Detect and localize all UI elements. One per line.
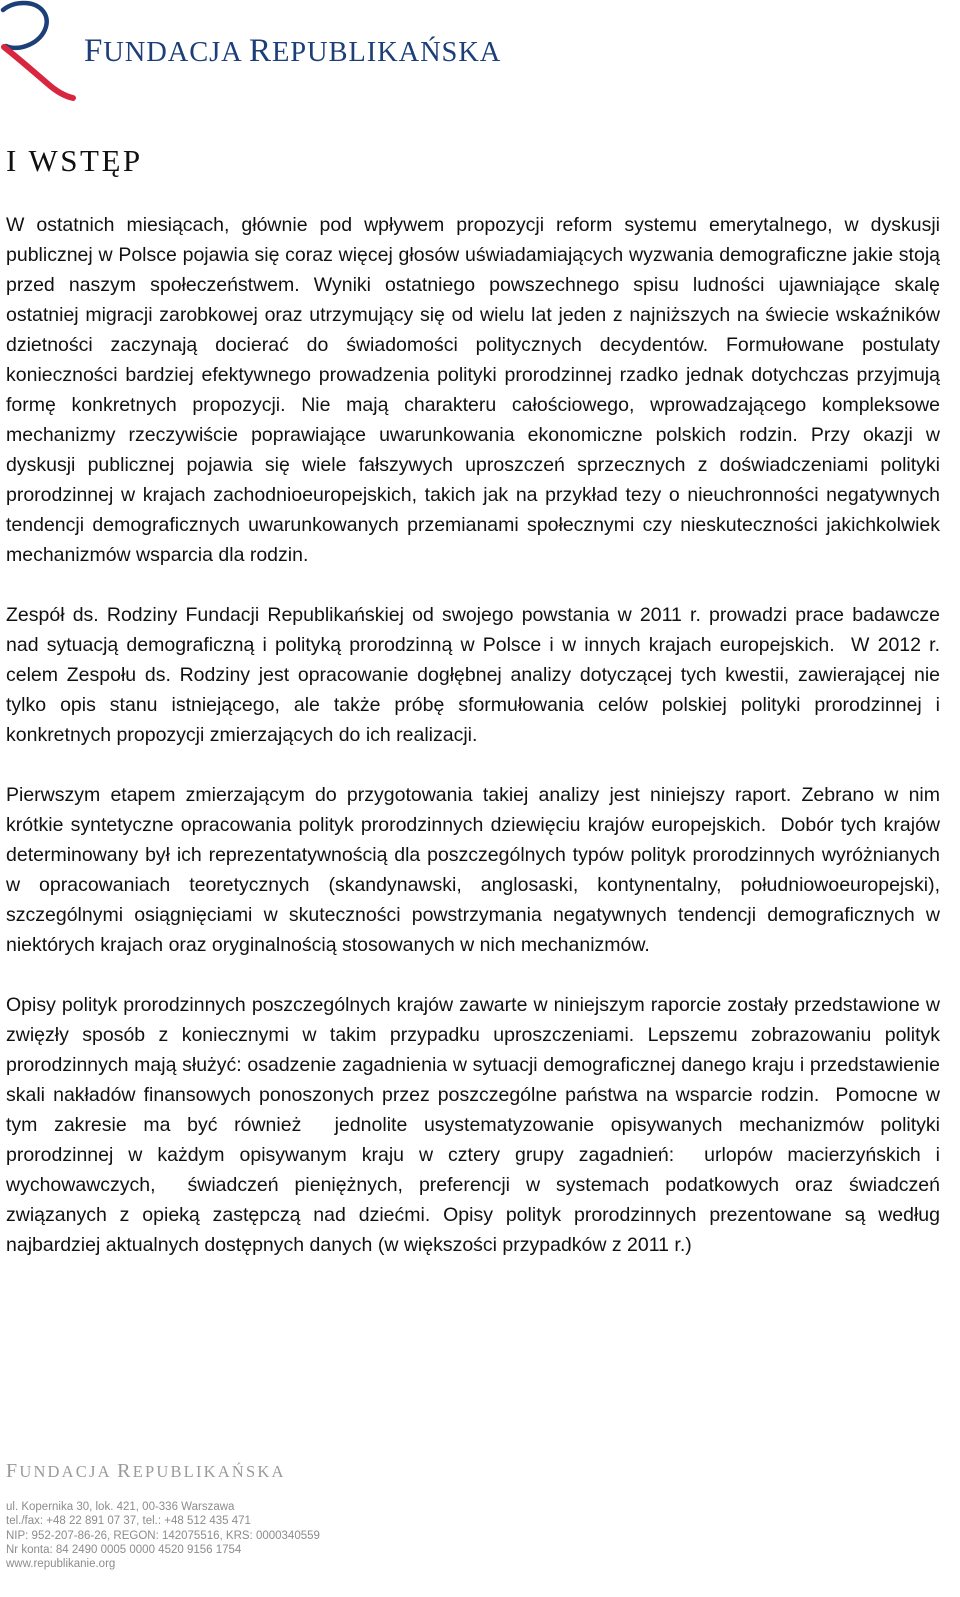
footer-contact-info — [6, 1500, 606, 1571]
foundation-logo-icon — [0, 0, 80, 105]
footer-registry: NIP: 952-207-86-26, REGON: 142075516, KRS: 0000340559 — [6, 1529, 320, 1542]
footer-bank-account: Nr konta: 84 2490 0005 0000 4520 9156 1754 — [6, 1543, 242, 1556]
section-title: I WSTĘP — [6, 143, 143, 178]
footer-website: www.republikanie.org — [6, 1558, 116, 1571]
org-name-part-2: EPUBLIKAŃSKA — [271, 37, 502, 68]
footer-phone: tel./fax: +48 22 891 07 37, tel.: +48 512 435 471 — [6, 1515, 251, 1528]
document-body — [6, 210, 946, 1290]
footer-org-initial-1: F — [6, 1460, 20, 1482]
paragraph-4: Opisy polityk prorodzinnych poszczególnych krajów zawarte w niniejszym raporcie zostały przedstawione w zwięzły sposób z koniecznymi w takim przypadku uproszczeniami. Lepszemu zobrazowaniu polityk prorodzinnych mają służyć: osadzenie zagadnienia w sytuacji demograficznej danego kraju i przedstawienie skali nakładów finansowych ponoszonych przez poszczególne państwa na wsparcie rodzin. Pomocne w tym zakresie ma być również jednolite usystematyzowanie opisywanych mechanizmów polityki prorodzinnej w każdym opisywanym kraju w cztery grupy zagadnień: urlopów macierzyńskich i wychowawczych, świadczeń pieniężnych, preferencji w systemach podatkowych oraz świadczeń związanych z opieką zastępczą nad dziećmi. Opisy polityk prorodzinnych prezentowane są według najbardziej aktualnych dostępnych danych (w większości przypadków z 2011 r.) — [6, 994, 946, 1256]
org-name-part-1: UNDACJA — [103, 37, 250, 68]
page-footer — [6, 1460, 606, 1571]
footer-address: ul. Kopernika 30, lok. 421, 00-336 Warszawa — [6, 1501, 235, 1513]
footer-organization-name — [6, 1460, 606, 1483]
org-name-initial-2: R — [249, 33, 272, 69]
paragraph-3: Pierwszym etapem zmierzającym do przygotowania takiej analizy jest niniejszy raport. Zebrano w nim krótkie syntetyczne opracowania polityk prorodzinnych dziewięciu krajów europejskich. Dobór tych krajów determinowany był ich reprezentatywnością dla poszczególnych typów polityk prorodzinnych wyróżnianych w opracowaniach teoretycznych (skandynawski, anglosaski, kontynentalny, południowoeuropejski), szczególnymi osiągnięciami w skuteczności powstrzymania negatywnych tendencji demograficznych w niektórych krajach oraz oryginalnością stosowanych w nich mechanizmów. — [6, 784, 946, 956]
paragraph-2: Zespół ds. Rodziny Fundacji Republikańskiej od swojego powstania w 2011 r. prowadzi prace badawcze nad sytuacją demograficzną i polityką prorodzinną w Polsce i w innych krajach europejskich. W 2012 r. celem Zespołu ds. Rodziny jest opracowanie dogłębnej analizy dotyczącej tych kwestii, zawierającej nie tylko opis stanu istniejącego, ale także próbę sformułowania celów polskiej polityki prorodzinnej i konkretnych propozycji zmierzających do ich realizacji. — [6, 604, 946, 746]
footer-org-part-1: UNDACJA — [19, 1462, 118, 1481]
paragraph-1: W ostatnich miesiącach, głównie pod wpływem propozycji reform systemu emerytalnego, w dyskusji publicznej w Polsce pojawia się coraz więcej głosów uświadamiających wyzwania demograficzne jakie stoją przed naszym społeczeństwem. Wyniki ostatniego powszechnego spisu ludności ujawniające skalę ostatniej migracji zarobkowej oraz utrzymujący się od wielu lat jeden z najniższych na świecie wskaźników dzietności zaczynają docierać do świadomości politycznych decydentów. Formułowane postulaty konieczności bardziej efektywnego prowadzenia polityki prorodzinnej rzadko jednak dotychczas przyjmują formę konkretnych propozycji. Nie mają charakteru całościowego, wprowadzającego kompleksowe mechanizmy rzeczywiście poprawiające uwarunkowania ekonomiczne polskich rodzin. Przy okazji w dyskusji publicznej pojawia się wiele fałszywych uproszczeń sprzecznych z doświadczeniami polityki prorodzinnej w krajach zachodnioeuropejskich, takich jak na przykład tezy o nieuchronności negatywnych tendencji demograficznych uwarunkowanych przemianami społecznymi czy nieskuteczności jakichkolwiek mechanizmów wsparcia dla rodzin. — [6, 214, 946, 566]
page-header — [0, 0, 960, 110]
org-name-initial-1: F — [84, 33, 104, 69]
footer-org-initial-2: R — [117, 1460, 133, 1482]
organization-name — [84, 33, 501, 70]
footer-org-part-2: EPUBLIKAŃSKA — [132, 1462, 286, 1481]
